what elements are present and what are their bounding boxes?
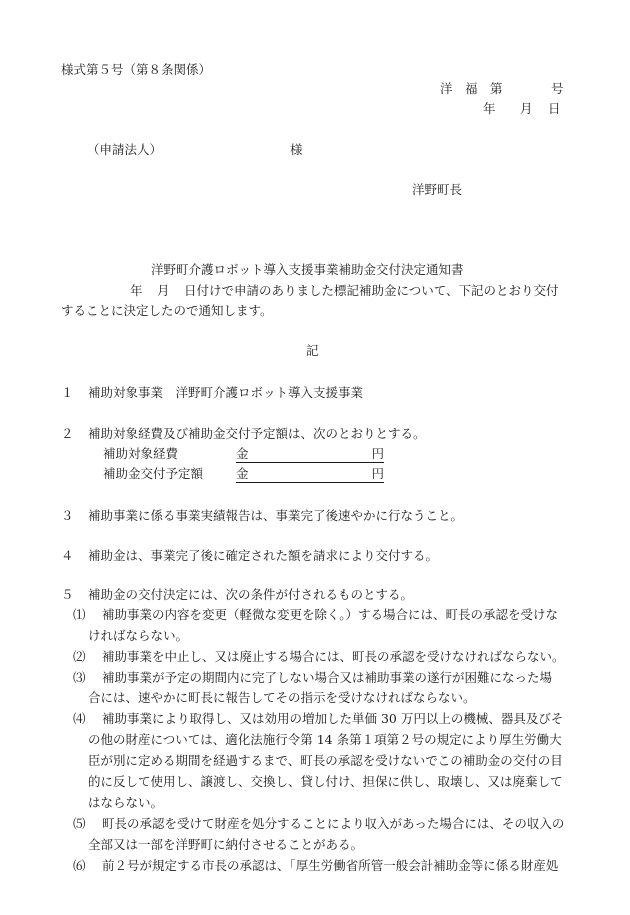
condition-line: 町長の承認を受けて財産を処分することにより収入があった場合には、その収入の [102,816,565,831]
document-number-prefix: 洋 福 第 [440,81,503,96]
item-number: ２ [61,426,74,441]
condition-line: ければならない。 [88,628,189,643]
condition-line: 合には、速やかに町長に報告してその指示を受けなければならない。 [88,690,476,705]
amount-label-target-expense: 補助対象経費 [103,446,179,461]
condition-marker: ⑷ [73,711,86,726]
issuer: 洋野町長 [412,182,463,197]
condition-line: 臣が別に定める期間を経過するまで、町長の承認を受けないでこの補助金の交付の目 [88,753,563,768]
item-number: ４ [61,548,74,563]
amount-field-subsidy [236,464,384,483]
item-number: ５ [61,587,74,602]
amount-label-subsidy: 補助金交付予定額 [103,466,204,481]
condition-line: 補助事業の内容を変更（軽微な変更を除く。）する場合には、町長の承認を受けな [102,607,559,622]
condition-marker: ⑶ [73,670,86,685]
condition-line: はならない。 [88,795,164,810]
amount-unit: 円 [371,466,384,481]
amount-field-target-expense [236,444,384,463]
form-label: 様式第５号（第８条関係） [61,62,212,77]
condition-line: の他の財産については、適化法施行令第 14 条第１項第２号の規定により厚生労働大 [88,732,562,747]
document-title: 洋野町介護ロボット導入支援事業補助金交付決定通知書 [151,262,464,277]
amount-prefix: 金 [236,466,249,481]
condition-line: 全部又は一部を洋野町に納付させることがある。 [88,837,364,852]
condition-line: 前２号が規定する市長の承認は、「厚生労働省所管一般会計補助金等に係る財産処 [102,858,559,873]
item-text: 補助事業に係る事業実績報告は、事業完了後速やかに行なうこと。 [88,508,464,523]
date-year: 年 [483,101,496,116]
date-day: 日 [548,101,561,116]
amount-prefix: 金 [236,446,249,461]
item-number: ３ [61,508,74,523]
condition-line: 補助事業が予定の期間内に完了しない場合又は補助事業の遂行が困難になった場 [102,670,553,685]
condition-line: 補助事業を中止し、又は廃止する場合には、町長の承認を受けなければならない。 [102,649,565,664]
item-text: 補助対象事業 洋野町介護ロボット導入支援事業 [88,385,364,400]
item-text: 補助金の交付決定には、次の条件が付されるものとする。 [88,587,414,602]
amount-unit: 円 [371,446,384,461]
condition-marker: ⑸ [73,816,86,831]
condition-line: 的に反して使用し、譲渡し、交換し、貸し付け、担保に供し、取壊し、又は廃棄して [88,774,563,789]
intro-month: 月 [157,283,170,298]
document-number-suffix: 号 [551,81,564,96]
intro-line-1: 日付けで申請のありました標記補助金について、下記のとおり交付 [184,283,559,298]
recipient-honorific: 様 [290,142,303,157]
item-number: １ [61,385,74,400]
item-text: 補助金は、事業完了後に確定された額を請求により交付する。 [88,548,439,563]
recipient-label: （申請法人） [87,142,163,157]
intro-year: 年 [130,283,143,298]
condition-marker: ⑴ [73,607,86,622]
intro-line-2: することに決定したので通知します。 [61,303,273,318]
item-text: 補助対象経費及び補助金交付予定額は、次のとおりとする。 [88,426,426,441]
condition-marker: ⑹ [73,858,86,873]
condition-line: 補助事業により取得し、又は効用の増加した単価 30 万円以上の機械、器具及びそ [102,711,564,726]
condition-marker: ⑵ [73,649,86,664]
ki-heading: 記 [306,343,319,358]
date-month: 月 [520,101,533,116]
